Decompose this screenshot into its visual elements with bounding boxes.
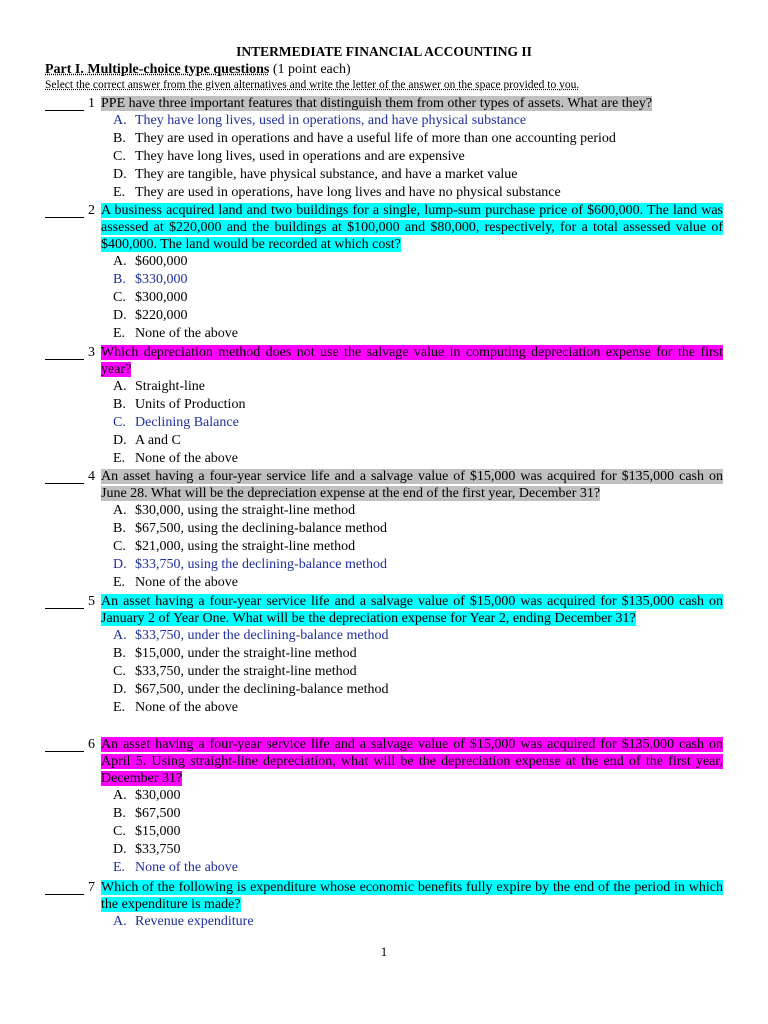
option-letter: C. [113,539,126,554]
question-text [45,95,723,112]
option-c [45,289,723,307]
option-text: They are tangible, have physical substance, and have a market value [135,167,518,182]
option-text: $33,750, under the declining-balance method [135,628,389,643]
option-b [45,396,723,414]
question-stem [45,344,723,378]
option-letter: A. [113,503,127,518]
options-list [45,378,723,468]
option-e [45,699,723,717]
option-letter: E. [113,575,126,590]
option-letter: D. [113,557,127,572]
option-text: $33,750 [135,842,181,857]
option-letter: D. [113,308,127,323]
option-text: None of the above [135,326,239,341]
option-c [45,663,723,681]
option-c [45,414,723,432]
question-text-highlight: An asset having a four-year service life and a salvage value of $15,000 was acquired for $135,000 cash on April 5. Using straight-line depreciation, what will be the depreciation expense at the end of the first year, December 31? [101,737,723,786]
options-list [45,787,723,877]
question-number: 6 [88,737,95,752]
question-text-highlight: A business acquired land and two buildings for a single, lump-sum purchase price of $600,000. The land was assessed at $220,000 and the buildings at $100,000 and $80,000, respectively, for a total assessed value of $400,000. The land would be recorded at which cost? [101,203,723,252]
option-letter: E. [113,326,126,341]
option-e [45,574,723,592]
question-stem [45,879,723,913]
option-a [45,627,723,645]
option-text: $330,000 [135,272,188,287]
question-6 [45,736,723,877]
question-4 [45,468,723,592]
option-a [45,112,723,130]
option-d [45,432,723,450]
option-letter: D. [113,433,127,448]
option-c [45,148,723,166]
option-d [45,556,723,574]
option-d [45,681,723,699]
option-letter: B. [113,806,126,821]
question-number: 2 [88,203,95,218]
option-text: $220,000 [135,308,188,323]
option-b [45,645,723,663]
option-b [45,805,723,823]
option-d [45,307,723,325]
question-3 [45,344,723,468]
answer-blank[interactable] [45,879,84,895]
option-d [45,841,723,859]
option-letter: D. [113,842,127,857]
options-list [45,253,723,343]
option-a [45,787,723,805]
question-5 [45,593,723,717]
question-number: 7 [88,880,95,895]
option-text: $30,000, using the straight-line method [135,503,356,518]
options-list [45,913,723,931]
question-7 [45,879,723,931]
instructions: Select the correct answer from the given alternatives and write the letter of the answer on the space provided to you. [45,79,580,91]
option-e [45,859,723,877]
option-text: $67,500, under the declining-balance method [135,682,389,697]
option-letter: A. [113,628,127,643]
option-text: $21,000, using the straight-line method [135,539,356,554]
question-number: 1 [88,96,95,111]
option-a [45,378,723,396]
option-c [45,538,723,556]
option-letter: E. [113,700,126,715]
answer-blank[interactable] [45,202,84,218]
option-text: $30,000 [135,788,181,803]
question-text-highlight: Which of the following is expenditure whose economic benefits fully expire by the end of the period in which the expenditure is made? [101,880,723,912]
document-title: INTERMEDIATE FINANCIAL ACCOUNTING II [236,44,532,59]
option-text: They are used in operations, have long lives and have no physical substance [135,185,561,200]
option-letter: B. [113,646,126,661]
answer-blank[interactable] [45,95,84,111]
option-letter: A. [113,914,127,929]
option-text: $300,000 [135,290,188,305]
answer-blank[interactable] [45,344,84,360]
option-letter: E. [113,860,126,875]
option-e [45,450,723,468]
option-letter: B. [113,397,126,412]
question-text [45,593,723,627]
question-text [45,202,723,253]
option-letter: E. [113,451,126,466]
option-text: Declining Balance [135,415,239,430]
question-stem [45,593,723,627]
option-text: None of the above [135,700,239,715]
option-d [45,166,723,184]
option-text: They have long lives, used in operations, and have physical substance [135,113,527,128]
question-text-highlight: An asset having a four-year service life and a salvage value of $15,000 was acquired for $135,000 cash on January 2 of Year One. What will be the depreciation expense for Year 2, ending December 31? [101,594,723,626]
option-text: $15,000 [135,824,181,839]
part-heading-line [45,62,351,78]
option-b [45,520,723,538]
question-number: 3 [88,345,95,360]
option-letter: A. [113,788,127,803]
option-letter: B. [113,131,126,146]
option-letter: C. [113,824,126,839]
option-text: None of the above [135,575,239,590]
answer-blank[interactable] [45,468,84,484]
option-text: A and C [135,433,181,448]
option-b [45,130,723,148]
question-text-highlight: An asset having a four-year service life and a salvage value of $15,000 was acquired for $135,000 cash on June 28. What will be the depreciation expense at the end of the first year, December 31? [101,469,723,501]
option-letter: D. [113,167,127,182]
question-text [45,344,723,378]
option-text: $33,750, under the straight-line method [135,664,357,679]
option-letter: C. [113,664,126,679]
question-stem [45,468,723,502]
question-stem [45,95,723,112]
option-c [45,823,723,841]
option-text: None of the above [135,860,239,875]
option-text: Straight-line [135,379,205,394]
option-text: $67,500 [135,806,181,821]
option-e [45,325,723,343]
option-text: Units of Production [135,397,246,412]
option-text: Revenue expenditure [135,914,254,929]
option-e [45,184,723,202]
option-b [45,271,723,289]
part-heading: Part I. Multiple-choice type questions [45,62,270,77]
option-letter: B. [113,272,126,287]
question-stem [45,202,723,253]
question-2 [45,202,723,343]
option-letter: C. [113,415,126,430]
question-text-highlight: PPE have three important features that distinguish them from other types of assets. What are they? [101,96,653,111]
question-1 [45,95,723,202]
option-letter: A. [113,113,127,128]
option-text: They are used in operations and have a useful life of more than one accounting period [135,131,616,146]
option-text: $600,000 [135,254,188,269]
option-letter: D. [113,682,127,697]
option-letter: A. [113,379,127,394]
option-text: $33,750, using the declining-balance method [135,557,387,572]
question-text [45,879,723,913]
option-text: $67,500, using the declining-balance method [135,521,387,536]
options-list [45,112,723,202]
answer-blank[interactable] [45,736,84,752]
option-letter: E. [113,185,126,200]
question-number: 5 [88,594,95,609]
option-letter: A. [113,254,127,269]
option-letter: C. [113,149,126,164]
option-text: They have long lives, used in operations and are expensive [135,149,465,164]
option-letter: C. [113,290,126,305]
question-text [45,736,723,787]
question-stem [45,736,723,787]
option-a [45,913,723,931]
option-a [45,502,723,520]
answer-blank[interactable] [45,593,84,609]
options-list [45,502,723,592]
option-a [45,253,723,271]
question-text-highlight: Which depreciation method does not use the salvage value in computing depreciation expense for the first year? [101,345,723,377]
option-text: $15,000, under the straight-line method [135,646,357,661]
question-number: 4 [88,469,95,484]
options-list [45,627,723,717]
part-points: (1 point each) [269,62,351,77]
option-letter: B. [113,521,126,536]
page-number: 1 [380,944,388,959]
option-text: None of the above [135,451,239,466]
question-text [45,468,723,502]
